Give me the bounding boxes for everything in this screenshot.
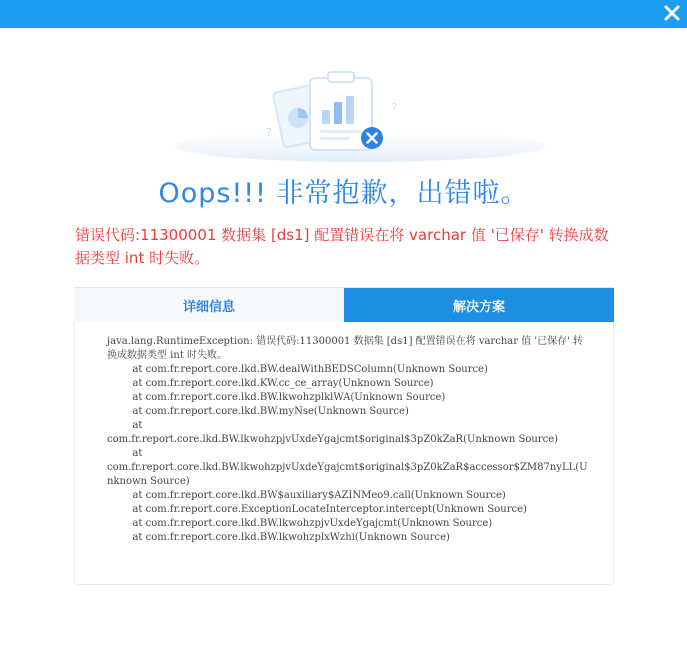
page-title: Oops!!! 非常抱歉，出错啦。 — [158, 178, 529, 209]
svg-text:?: ? — [392, 102, 398, 113]
svg-text:?: ? — [266, 126, 272, 139]
error-message: 错误代码:11300001 数据集 [ds1] 配置错误在将 varchar 值 '已保存' 转换成数据类型 int 时失败。 — [75, 226, 609, 267]
tab-bar — [74, 287, 614, 323]
close-icon[interactable] — [661, 2, 683, 24]
tab-details[interactable]: 详细信息 — [74, 288, 344, 323]
title-bar — [0, 0, 687, 28]
stack-trace: java.lang.RuntimeException: 错误代码:11300001 数据集 [ds1] 配置错误在将 varchar 值 '已保存' 转换成数据类型 int 时失败。 at com.fr.report.core.lkd.BW.dealWithBEDSColumn(Unknown Source) at com.fr.report.core.lkd.KW.cc_ce_array(Unknown Source) at com.fr.report.core.lkd.BW.lkwohzplklWA(Unknown Source) at com.fr.report.core.lkd.BW.myNse(Unknown Source) at com.fr.report.core.lkd.BW.lkwohzpjvUxdeYgajcmt$original$3pZ0kZaR(Unknown Source) at com.fr.report.core.lkd.BW.lkwohzpjvUxdeYgajcmt$original$3pZ0kZaR$accessor$ZM87nyLL(Unknown Source) at com.fr.report.core.lkd.BW$auxiliary$AZINMeo9.call(Unknown Source) at com.fr.report.core.ExceptionLocateInterceptor.intercept(Unknown Source) at com.fr.report.core.lkd.BW.lkwohzpjvUxdeYgajcmt(Unknown Source) at com.fr.report.core.lkd.BW.lkwohzplxWzhi(Unknown Source) — [107, 336, 588, 543]
tab-solution[interactable]: 解决方案 — [344, 288, 614, 323]
clipboard-chart-error-icon — [170, 66, 550, 162]
details-panel — [74, 322, 614, 585]
